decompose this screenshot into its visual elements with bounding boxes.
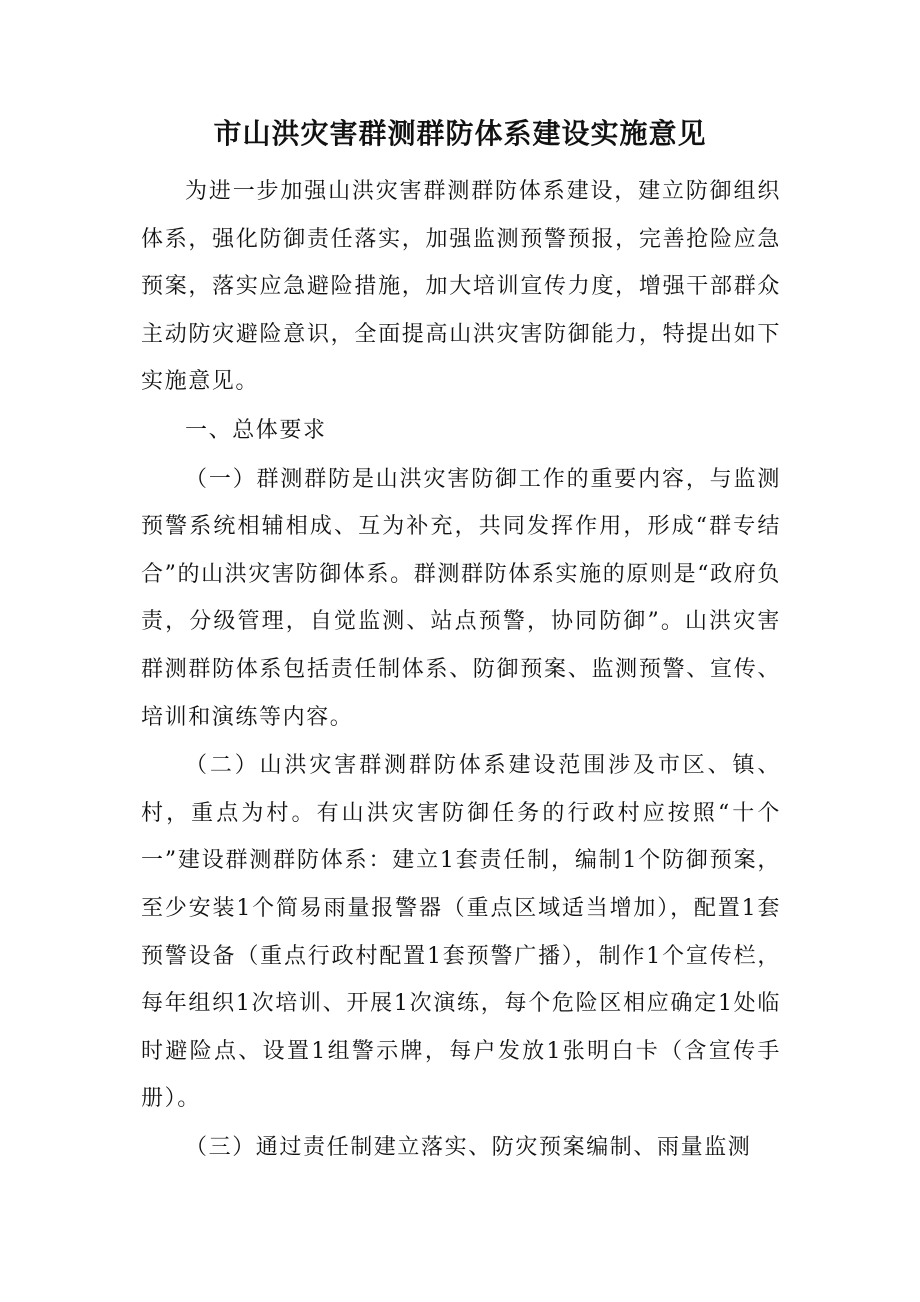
- paragraph-item-3: （三）通过责任制建立落实、防灾预案编制、雨量监测: [185, 1134, 752, 1160]
- document-body: [141, 168, 781, 1172]
- intro-paragraph: 为进一步加强山洪灾害群测群防体系建设，建立防御组织体系，强化防御责任落实，加强监测预警预报，完善抢险应急预案，落实应急避险措施，加大培训宣传力度，增强干部群众主动防灾避险意识，全面提高山洪灾害防御能力，特提出如下实施意见。: [141, 179, 781, 395]
- paragraph-item-1: （一）群测群防是山洪灾害防御工作的重要内容，与监测预警系统相辅相成、互为补充，共同发挥作用，形成“群专结合”的山洪灾害防御体系。群测群防体系实施的原则是“政府负责，分级管理，自觉监测、站点预警，协同防御”。山洪灾害群测群防体系包括责任制体系、防御预案、监测预警、宣传、培训和演练等内容。: [141, 466, 781, 730]
- document-title: 市山洪灾害群测群防体系建设实施意见: [213, 117, 707, 150]
- paragraph-item-2: （二）山洪灾害群测群防体系建设范围涉及市区、镇、村，重点为村。有山洪灾害防御任务的行政村应按照“十个一”建设群测群防体系：建立1套责任制，编制1个防御预案，至少安装1个简易雨量报警器（重点区域适当增加），配置1套预警设备（重点行政村配置1套预警广播），制作1个宣传栏，每年组织1次培训、开展1次演练，每个危险区相应确定1处临时避险点、设置1组警示牌，每户发放1张明白卡（含宣传手册）。: [141, 753, 781, 1112]
- section-heading-general-requirements: 一、总体要求: [185, 417, 327, 443]
